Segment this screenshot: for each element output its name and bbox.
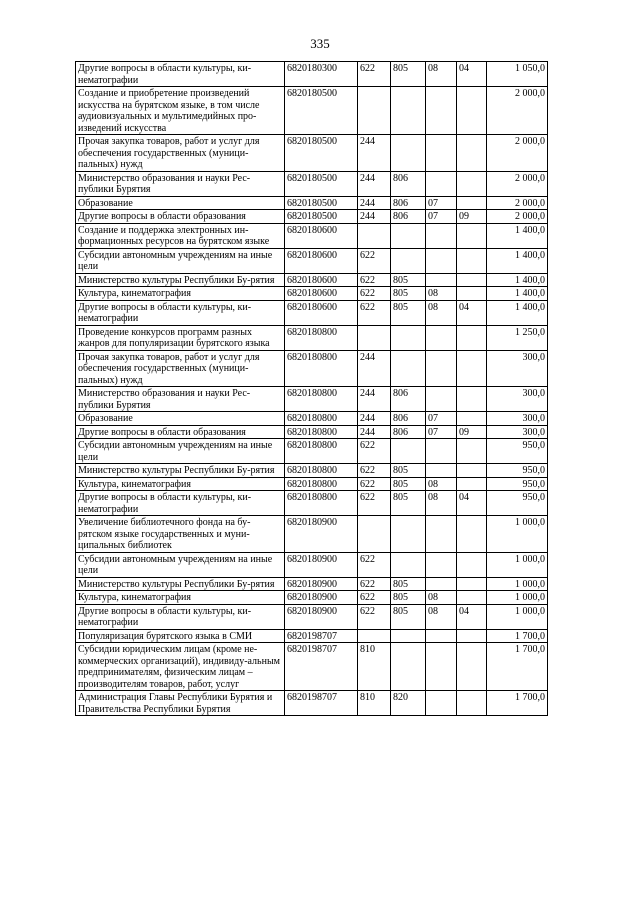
- target-article-code-cell: 6820180800: [285, 425, 358, 439]
- amount-cell: 950,0: [487, 491, 548, 516]
- row-name-cell: Образование: [76, 412, 285, 426]
- expense-type-code-cell: [358, 223, 391, 248]
- ministry-code-cell: [391, 552, 426, 577]
- expense-type-code-cell: 244: [358, 171, 391, 196]
- table-row: [76, 629, 548, 643]
- table-row: [76, 273, 548, 287]
- subsection-code-cell: 04: [457, 604, 487, 629]
- target-article-code-cell: 6820180600: [285, 273, 358, 287]
- table-row: [76, 287, 548, 301]
- expense-type-code-cell: 244: [358, 350, 391, 387]
- expense-type-code-cell: 622: [358, 591, 391, 605]
- ministry-code-cell: [391, 248, 426, 273]
- ministry-code-cell: 805: [391, 491, 426, 516]
- expense-type-code-cell: 244: [358, 387, 391, 412]
- expense-type-code-cell: [358, 629, 391, 643]
- table-row: [76, 643, 548, 691]
- ministry-code-cell: [391, 643, 426, 691]
- expense-type-code-cell: 244: [358, 135, 391, 172]
- target-article-code-cell: 6820180500: [285, 210, 358, 224]
- amount-cell: 1 000,0: [487, 516, 548, 553]
- ministry-code-cell: 805: [391, 591, 426, 605]
- target-article-code-cell: 6820180600: [285, 248, 358, 273]
- row-name-cell: Министерство образования и науки Рес-публики Бурятия: [76, 387, 285, 412]
- table-row: [76, 387, 548, 412]
- table-row: [76, 477, 548, 491]
- expense-type-code-cell: 622: [358, 439, 391, 464]
- section-code-cell: [426, 439, 457, 464]
- budget-table-body: [76, 62, 548, 716]
- ministry-code-cell: 805: [391, 300, 426, 325]
- subsection-code-cell: [457, 591, 487, 605]
- ministry-code-cell: [391, 135, 426, 172]
- row-name-cell: Другие вопросы в области культуры, ки-нематографии: [76, 491, 285, 516]
- ministry-code-cell: [391, 516, 426, 553]
- subsection-code-cell: [457, 387, 487, 412]
- amount-cell: 1 000,0: [487, 577, 548, 591]
- section-code-cell: 08: [426, 300, 457, 325]
- amount-cell: 2 000,0: [487, 171, 548, 196]
- ministry-code-cell: 805: [391, 477, 426, 491]
- table-row: [76, 439, 548, 464]
- row-name-cell: Увеличение библиотечного фонда на бу-рятском языке государственных и муни-ципальных библиотек: [76, 516, 285, 553]
- subsection-code-cell: [457, 464, 487, 478]
- row-name-cell: Образование: [76, 196, 285, 210]
- section-code-cell: 07: [426, 425, 457, 439]
- row-name-cell: Администрация Главы Республики Бурятия и Правительства Республики Бурятия: [76, 691, 285, 716]
- target-article-code-cell: 6820180800: [285, 439, 358, 464]
- target-article-code-cell: 6820180500: [285, 171, 358, 196]
- expense-type-code-cell: [358, 516, 391, 553]
- row-name-cell: Культура, кинематография: [76, 591, 285, 605]
- row-name-cell: Другие вопросы в области образования: [76, 425, 285, 439]
- target-article-code-cell: 6820198707: [285, 643, 358, 691]
- section-code-cell: 07: [426, 196, 457, 210]
- row-name-cell: Создание и приобретение произведений искусства на бурятском языке, в том числе аудиовизуальных и мультимедийных про-изведений искусства: [76, 87, 285, 135]
- expense-type-code-cell: 622: [358, 491, 391, 516]
- subsection-code-cell: 04: [457, 300, 487, 325]
- target-article-code-cell: 6820198707: [285, 691, 358, 716]
- subsection-code-cell: [457, 577, 487, 591]
- row-name-cell: Министерство культуры Республики Бу-рятия: [76, 273, 285, 287]
- row-name-cell: Создание и поддержка электронных ин-формационных ресурсов на бурятском языке: [76, 223, 285, 248]
- expense-type-code-cell: [358, 87, 391, 135]
- table-row: [76, 210, 548, 224]
- row-name-cell: Культура, кинематография: [76, 477, 285, 491]
- expense-type-code-cell: 622: [358, 552, 391, 577]
- target-article-code-cell: 6820180500: [285, 135, 358, 172]
- row-name-cell: Другие вопросы в области культуры, ки-нематографии: [76, 62, 285, 87]
- amount-cell: 1 400,0: [487, 287, 548, 301]
- subsection-code-cell: [457, 273, 487, 287]
- amount-cell: 300,0: [487, 425, 548, 439]
- row-name-cell: Министерство образования и науки Рес-публики Бурятия: [76, 171, 285, 196]
- expense-type-code-cell: 622: [358, 248, 391, 273]
- section-code-cell: 08: [426, 62, 457, 87]
- row-name-cell: Прочая закупка товаров, работ и услуг для обеспечения государственных (муници-пальных) нужд: [76, 135, 285, 172]
- section-code-cell: [426, 577, 457, 591]
- expense-type-code-cell: 622: [358, 464, 391, 478]
- row-name-cell: Другие вопросы в области культуры, ки-нематографии: [76, 604, 285, 629]
- table-row: [76, 412, 548, 426]
- expense-type-code-cell: 622: [358, 300, 391, 325]
- section-code-cell: 08: [426, 591, 457, 605]
- expense-type-code-cell: 622: [358, 287, 391, 301]
- expense-type-code-cell: 244: [358, 425, 391, 439]
- table-row: [76, 464, 548, 478]
- section-code-cell: [426, 135, 457, 172]
- subsection-code-cell: [457, 325, 487, 350]
- expense-type-code-cell: 244: [358, 412, 391, 426]
- target-article-code-cell: 6820180900: [285, 516, 358, 553]
- ministry-code-cell: [391, 629, 426, 643]
- row-name-cell: Субсидии автономным учреждениям на иные цели: [76, 439, 285, 464]
- ministry-code-cell: 806: [391, 387, 426, 412]
- row-name-cell: Прочая закупка товаров, работ и услуг для обеспечения государственных (муници-пальных) нужд: [76, 350, 285, 387]
- budget-table: [75, 61, 548, 716]
- ministry-code-cell: [391, 350, 426, 387]
- row-name-cell: Субсидии юридическим лицам (кроме не-коммерческих организаций), индивиду-альным предпринимателям, физическим лицам – производителям товаров, работ, услуг: [76, 643, 285, 691]
- table-row: [76, 691, 548, 716]
- amount-cell: 300,0: [487, 350, 548, 387]
- amount-cell: 1 400,0: [487, 300, 548, 325]
- amount-cell: 1 700,0: [487, 691, 548, 716]
- section-code-cell: 07: [426, 412, 457, 426]
- section-code-cell: [426, 516, 457, 553]
- section-code-cell: [426, 691, 457, 716]
- section-code-cell: [426, 629, 457, 643]
- ministry-code-cell: 806: [391, 210, 426, 224]
- row-name-cell: Субсидии автономным учреждениям на иные цели: [76, 552, 285, 577]
- section-code-cell: 08: [426, 477, 457, 491]
- section-code-cell: 08: [426, 604, 457, 629]
- section-code-cell: [426, 552, 457, 577]
- amount-cell: 1 050,0: [487, 62, 548, 87]
- subsection-code-cell: [457, 350, 487, 387]
- subsection-code-cell: [457, 87, 487, 135]
- section-code-cell: 08: [426, 287, 457, 301]
- table-row: [76, 62, 548, 87]
- table-row: [76, 577, 548, 591]
- target-article-code-cell: 6820180900: [285, 577, 358, 591]
- amount-cell: 2 000,0: [487, 135, 548, 172]
- target-article-code-cell: 6820180800: [285, 350, 358, 387]
- amount-cell: 1 000,0: [487, 591, 548, 605]
- target-article-code-cell: 6820180500: [285, 87, 358, 135]
- target-article-code-cell: 6820180900: [285, 604, 358, 629]
- subsection-code-cell: [457, 171, 487, 196]
- table-row: [76, 248, 548, 273]
- expense-type-code-cell: 244: [358, 196, 391, 210]
- target-article-code-cell: 6820180900: [285, 591, 358, 605]
- amount-cell: 1 400,0: [487, 248, 548, 273]
- ministry-code-cell: 805: [391, 287, 426, 301]
- subsection-code-cell: [457, 287, 487, 301]
- subsection-code-cell: [457, 135, 487, 172]
- subsection-code-cell: [457, 248, 487, 273]
- ministry-code-cell: 805: [391, 273, 426, 287]
- target-article-code-cell: 6820180500: [285, 196, 358, 210]
- row-name-cell: Другие вопросы в области культуры, ки-нематографии: [76, 300, 285, 325]
- row-name-cell: Министерство культуры Республики Бу-рятия: [76, 577, 285, 591]
- table-row: [76, 425, 548, 439]
- table-row: [76, 300, 548, 325]
- subsection-code-cell: [457, 691, 487, 716]
- section-code-cell: [426, 171, 457, 196]
- subsection-code-cell: [457, 629, 487, 643]
- subsection-code-cell: [457, 477, 487, 491]
- expense-type-code-cell: 622: [358, 604, 391, 629]
- amount-cell: 2 000,0: [487, 196, 548, 210]
- expense-type-code-cell: 622: [358, 477, 391, 491]
- section-code-cell: [426, 87, 457, 135]
- section-code-cell: [426, 643, 457, 691]
- table-row: [76, 516, 548, 553]
- row-name-cell: Проведение конкурсов программ разных жанров для популяризации бурятского языка: [76, 325, 285, 350]
- target-article-code-cell: 6820180800: [285, 412, 358, 426]
- amount-cell: 2 000,0: [487, 87, 548, 135]
- expense-type-code-cell: 244: [358, 210, 391, 224]
- subsection-code-cell: [457, 439, 487, 464]
- ministry-code-cell: 806: [391, 425, 426, 439]
- section-code-cell: 07: [426, 210, 457, 224]
- target-article-code-cell: 6820180300: [285, 62, 358, 87]
- expense-type-code-cell: 622: [358, 577, 391, 591]
- amount-cell: 1 400,0: [487, 223, 548, 248]
- amount-cell: 1 700,0: [487, 643, 548, 691]
- target-article-code-cell: 6820180800: [285, 477, 358, 491]
- subsection-code-cell: [457, 412, 487, 426]
- ministry-code-cell: 805: [391, 464, 426, 478]
- table-row: [76, 491, 548, 516]
- table-row: [76, 171, 548, 196]
- row-name-cell: Другие вопросы в области образования: [76, 210, 285, 224]
- ministry-code-cell: [391, 439, 426, 464]
- target-article-code-cell: 6820180800: [285, 464, 358, 478]
- section-code-cell: [426, 387, 457, 412]
- expense-type-code-cell: 810: [358, 643, 391, 691]
- section-code-cell: [426, 273, 457, 287]
- target-article-code-cell: 6820198707: [285, 629, 358, 643]
- row-name-cell: Популяризация бурятского языка в СМИ: [76, 629, 285, 643]
- target-article-code-cell: 6820180800: [285, 325, 358, 350]
- table-row: [76, 350, 548, 387]
- target-article-code-cell: 6820180900: [285, 552, 358, 577]
- ministry-code-cell: 805: [391, 577, 426, 591]
- ministry-code-cell: 806: [391, 196, 426, 210]
- row-name-cell: Субсидии автономным учреждениям на иные цели: [76, 248, 285, 273]
- expense-type-code-cell: [358, 325, 391, 350]
- table-row: [76, 604, 548, 629]
- table-row: [76, 87, 548, 135]
- section-code-cell: [426, 223, 457, 248]
- target-article-code-cell: 6820180600: [285, 223, 358, 248]
- subsection-code-cell: [457, 223, 487, 248]
- page-number: 335: [310, 36, 330, 51]
- ministry-code-cell: 820: [391, 691, 426, 716]
- expense-type-code-cell: 810: [358, 691, 391, 716]
- section-code-cell: [426, 325, 457, 350]
- ministry-code-cell: 806: [391, 171, 426, 196]
- table-row: [76, 325, 548, 350]
- subsection-code-cell: [457, 643, 487, 691]
- ministry-code-cell: [391, 325, 426, 350]
- subsection-code-cell: [457, 516, 487, 553]
- expense-type-code-cell: 622: [358, 273, 391, 287]
- row-name-cell: Культура, кинематография: [76, 287, 285, 301]
- ministry-code-cell: 805: [391, 604, 426, 629]
- target-article-code-cell: 6820180600: [285, 287, 358, 301]
- target-article-code-cell: 6820180800: [285, 491, 358, 516]
- subsection-code-cell: 09: [457, 210, 487, 224]
- target-article-code-cell: 6820180800: [285, 387, 358, 412]
- section-code-cell: 08: [426, 491, 457, 516]
- amount-cell: 1 700,0: [487, 629, 548, 643]
- subsection-code-cell: 04: [457, 62, 487, 87]
- subsection-code-cell: 09: [457, 425, 487, 439]
- section-code-cell: [426, 350, 457, 387]
- ministry-code-cell: 806: [391, 412, 426, 426]
- amount-cell: 950,0: [487, 464, 548, 478]
- amount-cell: 950,0: [487, 477, 548, 491]
- amount-cell: 950,0: [487, 439, 548, 464]
- ministry-code-cell: [391, 87, 426, 135]
- expense-type-code-cell: 622: [358, 62, 391, 87]
- table-row: [76, 223, 548, 248]
- ministry-code-cell: [391, 223, 426, 248]
- subsection-code-cell: 04: [457, 491, 487, 516]
- ministry-code-cell: 805: [391, 62, 426, 87]
- subsection-code-cell: [457, 196, 487, 210]
- table-row: [76, 552, 548, 577]
- amount-cell: 1 250,0: [487, 325, 548, 350]
- subsection-code-cell: [457, 552, 487, 577]
- section-code-cell: [426, 464, 457, 478]
- row-name-cell: Министерство культуры Республики Бу-рятия: [76, 464, 285, 478]
- table-row: [76, 591, 548, 605]
- amount-cell: 1 000,0: [487, 604, 548, 629]
- amount-cell: 1 000,0: [487, 552, 548, 577]
- amount-cell: 2 000,0: [487, 210, 548, 224]
- target-article-code-cell: 6820180600: [285, 300, 358, 325]
- amount-cell: 300,0: [487, 412, 548, 426]
- table-row: [76, 196, 548, 210]
- amount-cell: 300,0: [487, 387, 548, 412]
- table-row: [76, 135, 548, 172]
- section-code-cell: [426, 248, 457, 273]
- amount-cell: 1 400,0: [487, 273, 548, 287]
